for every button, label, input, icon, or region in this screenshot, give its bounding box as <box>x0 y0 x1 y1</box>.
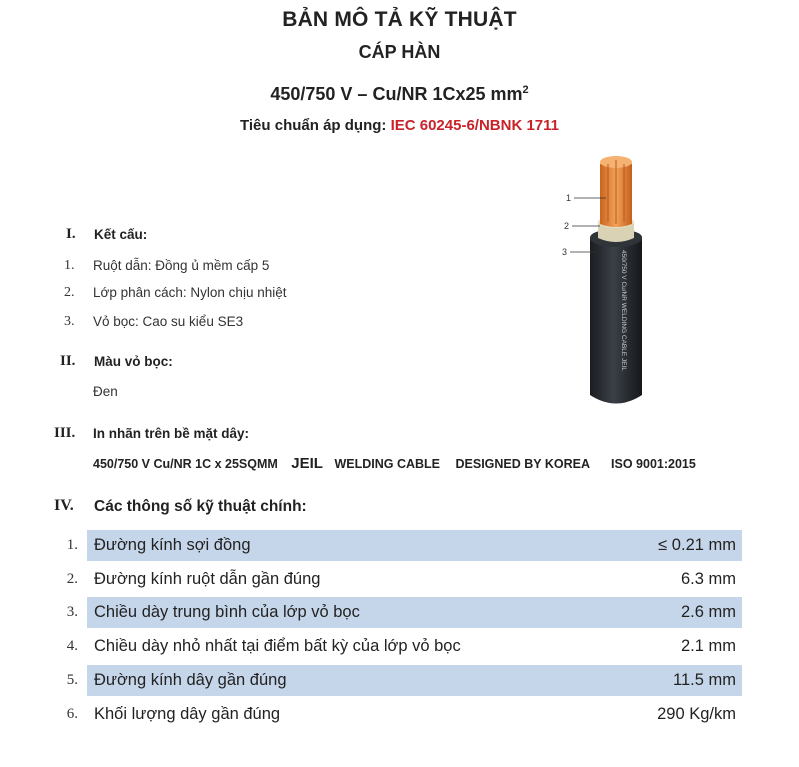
section1-item2-text: Lớp phân cách: Nylon chịu nhiệt <box>93 285 287 300</box>
spec-row <box>56 631 742 662</box>
row-label: Đường kính dây gần đúng <box>94 671 287 689</box>
section1-item1-number: 1. <box>64 258 75 273</box>
section1-item3-text: Vỏ bọc: Cao su kiểu SE3 <box>93 314 244 329</box>
row-number: 4. <box>66 638 78 654</box>
callout-1-label: 1 <box>566 193 572 203</box>
marking-part3: DESIGNED BY KOREA <box>455 457 590 471</box>
row-number: 1. <box>66 537 78 553</box>
marking-part2: WELDING CABLE <box>334 457 441 471</box>
section3-title: In nhãn trên bề mặt dây: <box>93 426 250 441</box>
document-subtitle: CÁP HÀN <box>358 42 441 62</box>
row-label: Khối lượng dây gần đúng <box>94 705 281 723</box>
marking-brand: JEIL <box>291 455 323 472</box>
section2-number: II. <box>60 353 76 369</box>
row-value: 11.5 mm <box>673 671 736 689</box>
applied-standard <box>0 117 799 134</box>
jacket-shape <box>590 230 642 404</box>
standard-value: IEC 60245-6/NBNK 1711 <box>390 117 559 134</box>
section4-number: IV. <box>54 497 74 514</box>
row-value: 290 Kg/km <box>657 705 736 723</box>
jacket-color-value: Đen <box>93 384 118 399</box>
jacket-print-text: 450/750 V Cu/NR WELDING CABLE JEIL <box>620 250 627 372</box>
cable-spec-main: 450/750 V – Cu/NR 1Cx25 mm <box>270 84 523 104</box>
marking-part1: 450/750 V Cu/NR 1C x 25SQMM <box>93 457 278 471</box>
spec-row <box>56 699 742 730</box>
row-label: Chiều dày nhỏ nhất tại điểm bất kỳ của lớp vỏ bọc <box>94 637 461 655</box>
spec-row <box>56 597 742 628</box>
cable-cross-section-image <box>560 150 700 415</box>
marking-part4: ISO 9001:2015 <box>611 457 696 471</box>
row-value: 2.6 mm <box>680 603 736 621</box>
cable-spec-sup: 2 <box>522 84 529 96</box>
row-label: Đường kính sợi đồng <box>94 536 251 554</box>
section4-title: Các thông số kỹ thuật chính: <box>94 498 307 515</box>
row-value: 2.1 mm <box>680 637 736 655</box>
row-number: 5. <box>66 672 78 688</box>
callout-2-label: 2 <box>564 221 570 231</box>
section1-title: Kết cấu: <box>94 227 148 242</box>
row-value: 6.3 mm <box>680 570 736 588</box>
section1-number: I. <box>66 226 76 242</box>
row-number: 3. <box>66 604 78 620</box>
surface-marking <box>93 455 696 472</box>
section1-item2-number: 2. <box>64 285 75 300</box>
spec-row <box>56 665 742 696</box>
row-value: ≤ 0.21 mm <box>658 536 736 554</box>
row-number: 2. <box>66 571 78 587</box>
section3-number: III. <box>54 425 76 441</box>
section2-title: Màu vỏ bọc: <box>94 354 173 369</box>
document-title: BẢN MÔ TẢ KỸ THUẬT <box>282 8 517 31</box>
section1-item1-text: Ruột dẫn: Đồng ủ mềm cấp 5 <box>93 258 270 273</box>
spec-row <box>56 564 742 595</box>
row-number: 6. <box>66 706 78 722</box>
spec-row <box>56 530 742 561</box>
standard-label: Tiêu chuẩn áp dụng: <box>240 117 391 134</box>
row-label: Đường kính ruột dẫn gần đúng <box>94 570 321 588</box>
row-label: Chiều dày trung bình của lớp vỏ bọc <box>94 603 360 621</box>
cable-spec <box>0 84 799 105</box>
callout-3-label: 3 <box>562 247 568 257</box>
section1-item3-number: 3. <box>64 314 75 329</box>
